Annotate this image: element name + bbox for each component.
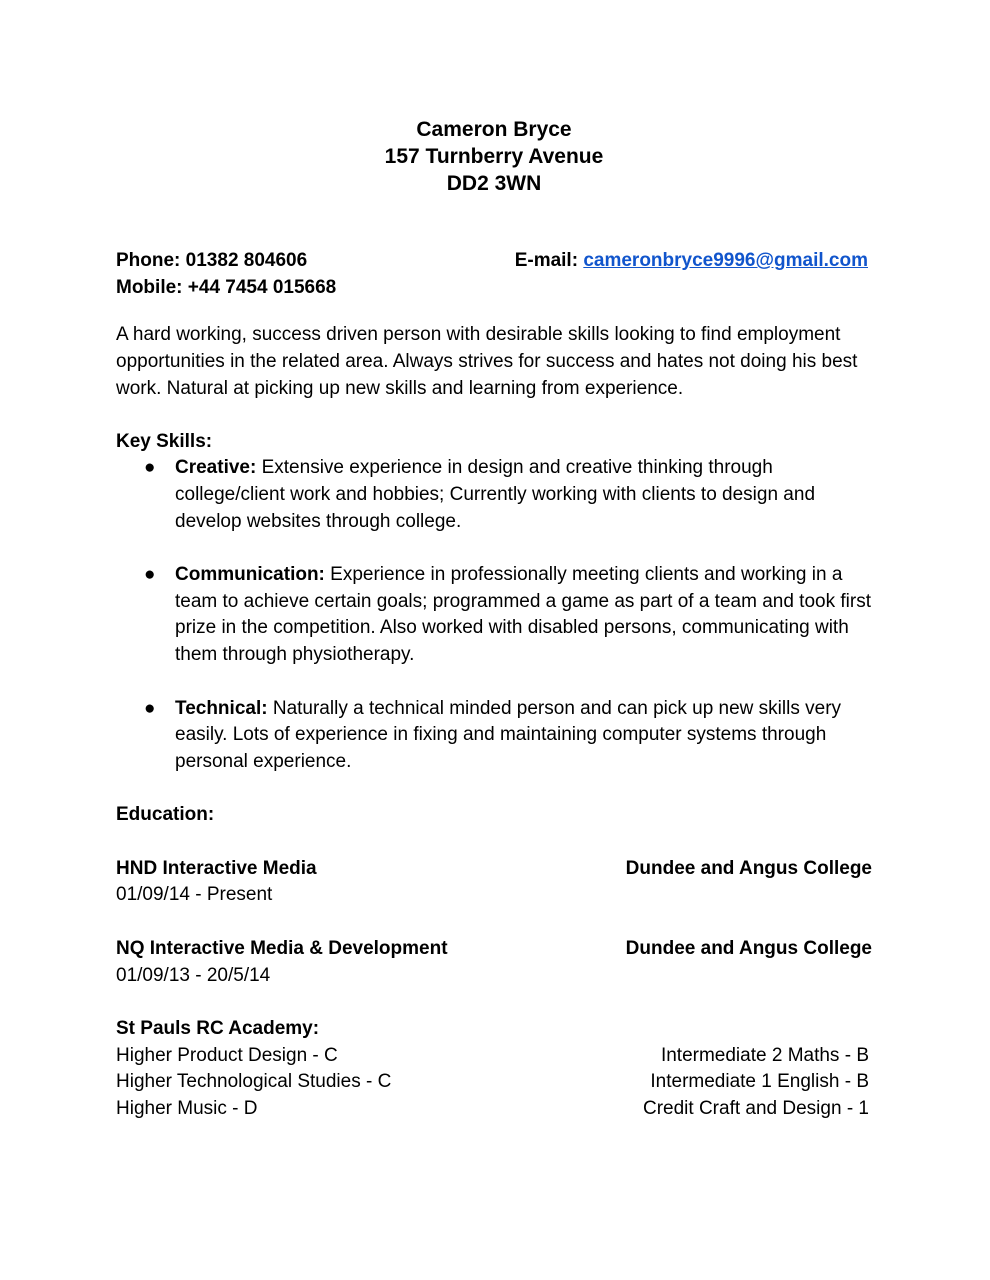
postcode: DD2 3WN <box>446 172 542 195</box>
contact-block <box>116 248 872 301</box>
grade-item: Higher Technological Studies - C <box>116 1071 392 1093</box>
grade-item: Credit Craft and Design - 1 <box>643 1098 869 1119</box>
skill-text: Experience in professionally meeting clients and working in a team to achieve certain goals; programmed a game as part of a team and took first prize in the competition. Also worked with disabled persons, communicating with them through physiotherapy. <box>175 564 871 666</box>
bullet-icon: ● <box>144 697 156 719</box>
grades-right-column <box>643 1043 869 1123</box>
mobile-label: Mobile: <box>116 276 183 298</box>
skill-item-technical <box>116 696 872 776</box>
education-entry-nq <box>116 936 872 989</box>
phone-label: Phone: <box>116 250 181 271</box>
email-link[interactable]: cameronbryce9996@gmail.com <box>583 250 868 271</box>
key-skills-heading: Key Skills: <box>116 430 213 452</box>
school-block <box>116 1016 872 1123</box>
phone-value: 01382 804606 <box>185 250 308 271</box>
phone-line <box>116 248 307 275</box>
email-label: E-mail: <box>514 250 579 271</box>
skills-list <box>116 455 872 775</box>
course-dates: 01/09/14 - Present <box>116 884 273 906</box>
grade-item: Intermediate 2 Maths - B <box>660 1044 869 1066</box>
skill-title: Communication: <box>175 564 325 586</box>
course-name: NQ Interactive Media & Development <box>116 937 448 959</box>
summary-paragraph: A hard working, success driven person with desirable skills looking to find employment opportunities in the related area. Always strives for success and hates not doing his best work. Natural at picking up new skills and learning from experience. <box>116 324 858 399</box>
grades-left-column <box>116 1043 391 1123</box>
bullet-icon: ● <box>144 457 156 479</box>
education-heading: Education: <box>116 804 215 826</box>
cv-page <box>116 116 872 1123</box>
email-line <box>515 248 868 275</box>
institution-name: Dundee and Angus College <box>625 857 872 879</box>
school-name: St Pauls RC Academy: <box>116 1017 320 1039</box>
skill-item-creative <box>116 455 872 535</box>
course-name: HND Interactive Media <box>116 857 317 879</box>
candidate-name: Cameron Bryce <box>416 118 572 141</box>
grade-item: Intermediate 1 English - B <box>650 1071 869 1093</box>
skill-title: Creative: <box>175 457 257 479</box>
grade-item: Higher Product Design - C <box>116 1044 338 1066</box>
institution-name: Dundee and Angus College <box>625 937 872 959</box>
skill-title: Technical: <box>175 697 268 719</box>
grade-item: Higher Music - D <box>116 1098 258 1119</box>
course-dates: 01/09/13 - 20/5/14 <box>116 964 271 986</box>
mobile-line <box>116 275 872 302</box>
address-line: 157 Turnberry Avenue <box>384 145 604 168</box>
bullet-icon: ● <box>144 564 156 586</box>
mobile-value: +44 7454 015668 <box>187 276 337 298</box>
skill-item-communication <box>116 562 872 669</box>
cv-header <box>116 116 872 197</box>
education-entry-hnd <box>116 856 872 909</box>
school-grades <box>116 1043 869 1123</box>
skill-text: Naturally a technical minded person and can pick up new skills very easily. Lots of experience in fixing and maintaining computer systems through personal experience. <box>175 697 842 772</box>
skill-text: Extensive experience in design and creative thinking through college/client work and hobbies; Currently working with clients to design and develop websites through college. <box>175 457 816 532</box>
